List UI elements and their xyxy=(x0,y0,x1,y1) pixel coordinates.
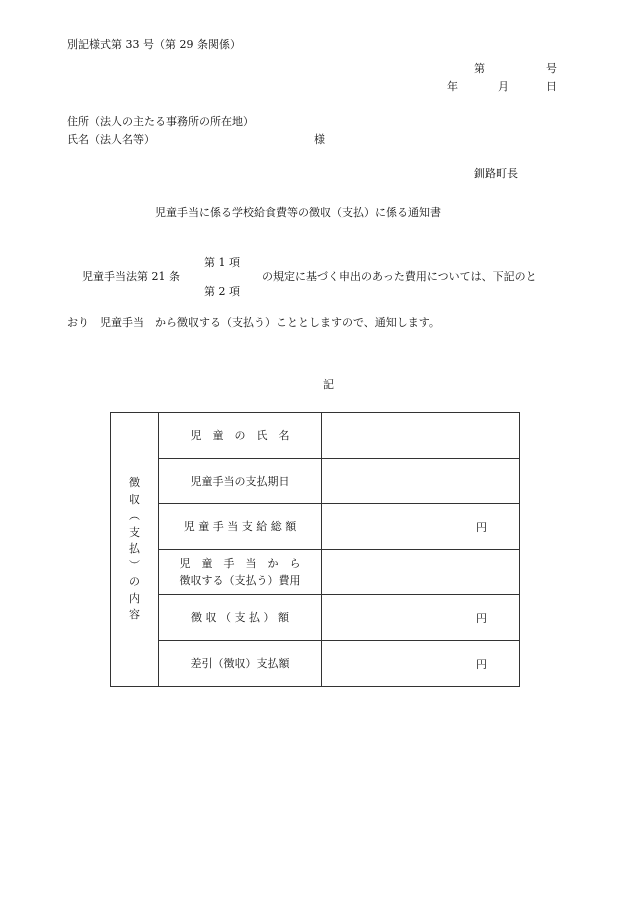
issuer: 釧路町長 xyxy=(474,167,518,180)
collected-expense-value xyxy=(322,550,520,595)
form-number: 別記様式第 33 号（第 29 条関係） xyxy=(67,38,241,51)
collection-amount-value: 円 xyxy=(322,595,520,641)
collection-content-side-label: 徴 収 ︵ 支 払 ︶ の 内 容 xyxy=(111,413,159,687)
payment-date-value xyxy=(322,459,520,504)
ki-heading: 記 xyxy=(323,378,334,391)
document-number-prefix: 第 xyxy=(474,62,485,75)
body-line-1-rest: の規定に基づく申出のあった費用については、下記のと xyxy=(262,270,537,283)
document-title: 児童手当に係る学校給食費等の徴収（支払）に係る通知書 xyxy=(155,206,441,219)
collection-details-table xyxy=(110,412,520,687)
address-label: 住所（法人の主たる事務所の所在地） xyxy=(67,115,254,128)
collected-expense-label: 児 童 手 当 か ら 徴収する（支払う）費用 xyxy=(159,550,322,595)
date-year-label: 年 xyxy=(447,80,458,93)
paragraph-item-2: 第 2 項 xyxy=(204,285,240,298)
body-line-2: おり 児童手当 から徴収する（支払う）こととしますので、通知します。 xyxy=(67,316,440,329)
paragraph-item-1: 第 1 項 xyxy=(204,256,240,269)
total-allowance-value: 円 xyxy=(322,504,520,550)
net-payment-label: 差引（徴収）支払額 xyxy=(159,641,322,687)
date-month-label: 月 xyxy=(498,80,509,93)
net-payment-value: 円 xyxy=(322,641,520,687)
child-name-label: 児 童 の 氏 名 xyxy=(159,413,322,459)
law-reference: 児童手当法第 21 条 xyxy=(82,270,180,283)
name-label: 氏名（法人名等） xyxy=(67,133,155,146)
payment-date-label: 児童手当の支払期日 xyxy=(159,459,322,504)
total-allowance-label: 児 童 手 当 支 給 総 額 xyxy=(159,504,322,550)
child-name-value xyxy=(322,413,520,459)
date-day-label: 日 xyxy=(546,80,557,93)
collection-amount-label: 徴 収 （ 支 払 ） 額 xyxy=(159,595,322,641)
document-number-suffix: 号 xyxy=(546,62,557,75)
honorific-sama: 様 xyxy=(314,133,325,146)
